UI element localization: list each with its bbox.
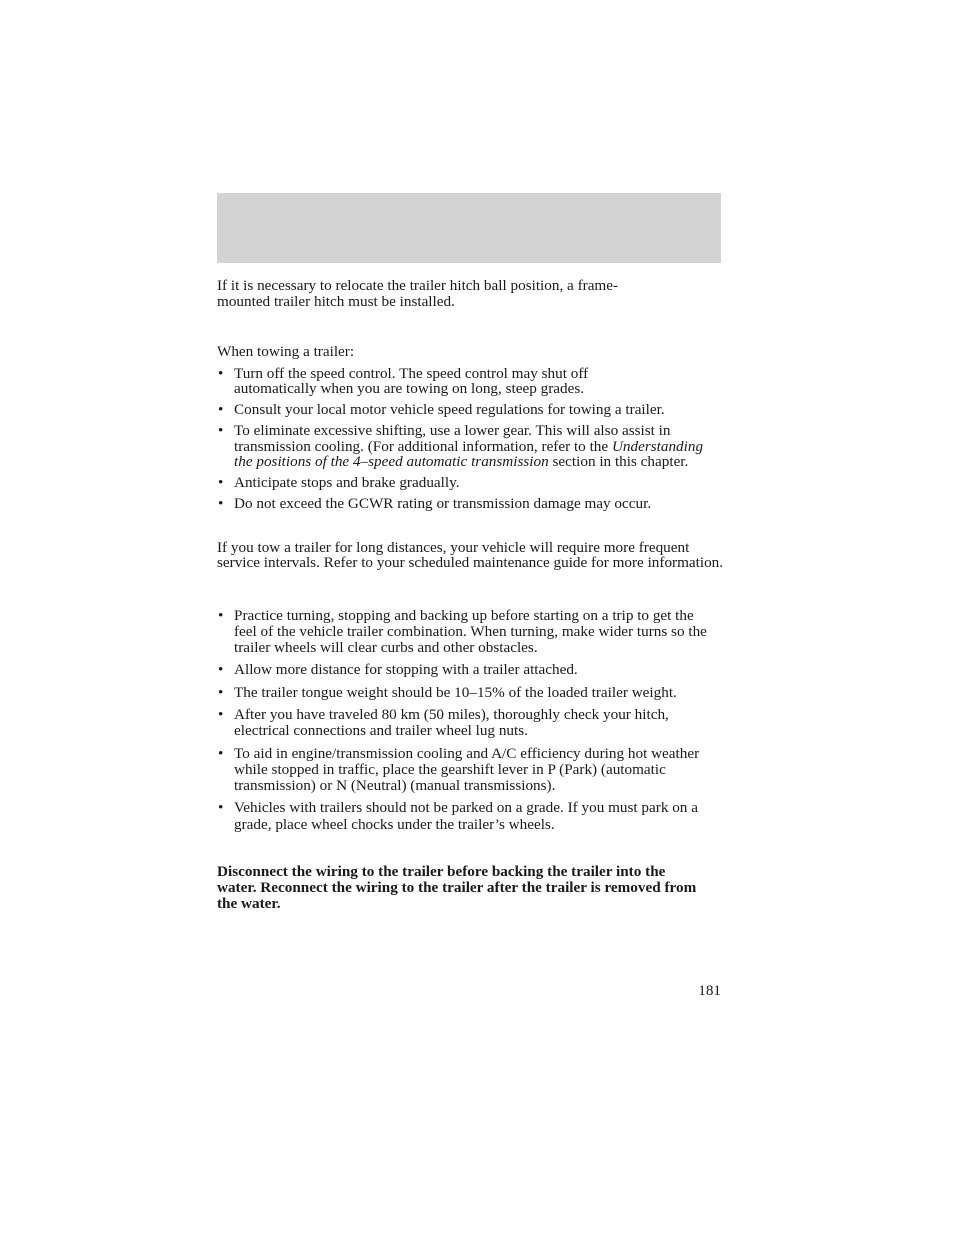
list-item bbox=[217, 746, 712, 795]
list-item-text: The trailer tongue weight should be 10–15% of the loaded trailer weight. bbox=[234, 683, 677, 701]
list-item-text: Anticipate stops and brake gradually. bbox=[234, 474, 460, 491]
towing-tips-list bbox=[217, 366, 727, 512]
bullet-icon: • bbox=[218, 799, 224, 817]
bullet-icon: • bbox=[218, 495, 224, 512]
bullet-icon: • bbox=[218, 364, 224, 382]
list-item bbox=[217, 475, 727, 491]
list-item-text: Turn off the speed control. The speed control may shut off automatically when you are towing on long, steep grades. bbox=[234, 364, 589, 397]
bullet-icon: • bbox=[218, 683, 224, 701]
list-item-text: Vehicles with trailers should not be parked on a grade. If you must park on a grade, place wheel chocks under the trailer’s wheels. bbox=[234, 799, 698, 833]
page-number: 181 bbox=[698, 982, 721, 999]
list-item-text: To eliminate excessive shifting, use a lower gear. This will also assist in transmission cooling. (For additional information, refer to the bbox=[234, 422, 671, 455]
list-item-text: Do not exceed the GCWR rating or transmission damage may occur. bbox=[234, 495, 652, 512]
bullet-icon: • bbox=[218, 474, 224, 491]
list-item bbox=[217, 402, 727, 418]
list-item bbox=[217, 366, 654, 397]
list-item-text: section in this chapter. bbox=[548, 453, 689, 470]
list-item-text: After you have traveled 80 km (50 miles), thoroughly check your hitch, electrical connections and trailer wheel lug nuts. bbox=[234, 705, 669, 740]
page-content bbox=[217, 278, 727, 912]
list-item bbox=[217, 662, 712, 678]
list-item bbox=[217, 685, 704, 701]
chapter-header-band bbox=[217, 193, 721, 263]
list-item bbox=[217, 496, 727, 512]
list-item bbox=[217, 800, 704, 833]
bullet-icon: • bbox=[218, 422, 224, 439]
wiring-warning: Disconnect the wiring to the trailer before backing the trailer into the water. Reconnect the wiring to the trailer after the trailer is removed from the water. bbox=[217, 863, 697, 913]
list-item-text: Consult your local motor vehicle speed regulations for towing a trailer. bbox=[234, 401, 665, 418]
hitch-paragraph: If it is necessary to relocate the trailer hitch ball position, a frame-mounted trailer hitch must be installed. bbox=[217, 277, 619, 310]
list-item bbox=[217, 423, 724, 470]
list-item bbox=[217, 707, 704, 740]
list-item bbox=[217, 608, 712, 657]
bullet-icon: • bbox=[218, 705, 224, 723]
service-paragraph: If you tow a trailer for long distances, your vehicle will require more frequent service intervals. Refer to your scheduled maintenance guide for more information. bbox=[217, 538, 724, 571]
trailer-practice-list bbox=[217, 608, 712, 834]
towing-intro: When towing a trailer: bbox=[217, 343, 355, 360]
bullet-icon: • bbox=[218, 606, 224, 624]
list-item-text: Practice turning, stopping and backing up before starting on a trip to get the feel of the vehicle trailer combination. When turning, make wider turns so the trailer wheels will clear curbs and other obstacles. bbox=[234, 606, 707, 657]
list-item-text: To aid in engine/transmission cooling and A/C efficiency during hot weather while stopped in traffic, place the gearshift lever in P (Park) (automatic transmission) or N (Neutral) (manual transmissions). bbox=[234, 744, 700, 795]
cross-reference-link-text: Understanding the positions of the 4–speed automatic transmission bbox=[234, 437, 704, 470]
bullet-icon: • bbox=[218, 744, 224, 762]
bullet-icon: • bbox=[218, 661, 224, 679]
list-item-text: Allow more distance for stopping with a trailer attached. bbox=[234, 661, 578, 679]
bullet-icon: • bbox=[218, 401, 224, 418]
